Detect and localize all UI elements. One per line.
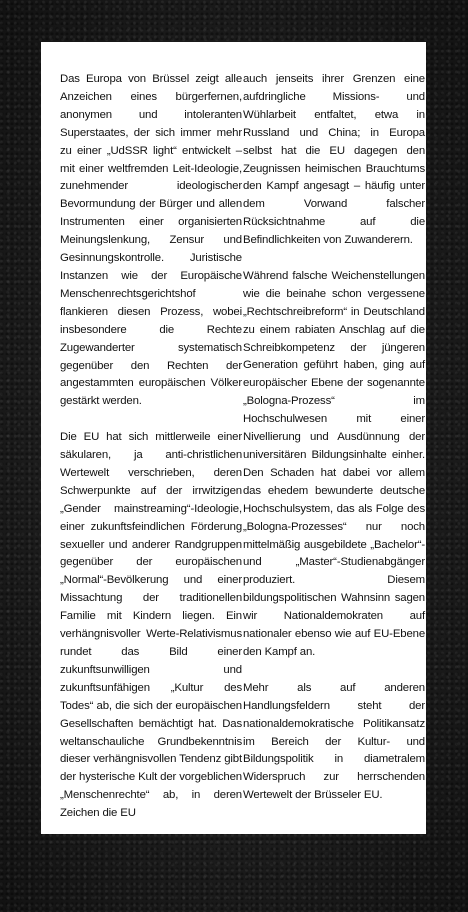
text-column-right bbox=[243, 71, 425, 805]
paragraph: Während falsche Weichenstellungen wie die beinahe schon vergessene „Rechtschreibreform“ in Deutschland zu einem rabiaten Anschlag auf die Schreibkompetenz der jüngeren Generation geführt haben, ging auf europäischer Ebene der sogenannte „Bologna-Prozess“ im Hochschulwesen mit einer Nivellierung und Ausdünnung der universitären Bildungsinhalte einher. Den Schaden hat dabei vor allem das ehedem bewunderte deutsche Hochschulsystem, das als Folge des „Bologna-Prozesses“ nur noch mittelmäßig ausgebildete „Bachelor“- und „Master“-Studienabgänger produziert. Diesem bildungspolitischen Wahnsinn sagen wir Nationaldemokraten auf nationaler ebenso wie auf EU-Ebene den Kampf an. bbox=[243, 269, 425, 658]
paragraph: Das Europa von Brüssel zeigt alle Anzeichen eines bürgerfernen, anonymen und intoleranten Superstaates, der sich immer mehr zu einer „UdSSR light“ entwickelt – mit einer weltfremden Leit-Ideologie, zunehmender ideologischer Bevormundung der Bürger und allen Instrumenten einer organisierten Meinungslenkung, Zensur und Gesinnungskontrolle. Juristische Instanzen wie der Europäische Menschenrechtsgerichtshof flankieren diesen Prozess, wobei insbesondere die Rechte Zugewanderter systematisch gegenüber den Rechten der angestammten europäischen Völker gestärkt werden. bbox=[60, 73, 242, 408]
paragraph: Mehr als auf anderen Handlungsfeldern steht der nationaldemokratische Politikansatz im Bereich der Kultur- und Bildungspolitik in diametralem Widerspruch zur herrschenden Wertewelt der Brüsseler EU. bbox=[243, 681, 425, 802]
paragraph: auch jenseits ihrer Grenzen eine aufdringliche Missions- und Wühlarbeit entfaltet, etwa in Russland und China; in Europa selbst hat die EU dagegen den Zeugnissen heimischen Brauchtums den Kampf angesagt – häufig unter dem Vorwand falscher Rücksichtnahme auf die Befindlichkeiten von Zuwanderern. bbox=[243, 73, 425, 247]
text-column-left bbox=[60, 71, 242, 823]
document-page bbox=[41, 42, 426, 834]
paragraph: Die EU hat sich mittlerweile einer säkularen, ja anti-christlichen Wertewelt verschrieben, deren Schwerpunkte auf der irrwitzigen „Gender mainstreaming“-Ideologie, einer zukunftsfeindlichen Förderung sexueller und anderer Randgruppen gegenüber der europäischen „Normal“-Bevölkerung und einer Missachtung der traditionellen Familie mit Kindern liegen. Ein verhängnisvoller Werte-Relativismus rundet das Bild einer zukunftsunwilligen und zukunftsunfähigen „Kultur des Todes“ ab, die sich der europäischen Gesellschaften bemächtigt hat. Das weltanschauliche Grundbekenntnis dieser verhängnisvollen Tendenz gibt der hysterische Kult der vorgeblichen „Menschenrechte“ ab, in deren Zeichen die EU bbox=[60, 431, 242, 820]
